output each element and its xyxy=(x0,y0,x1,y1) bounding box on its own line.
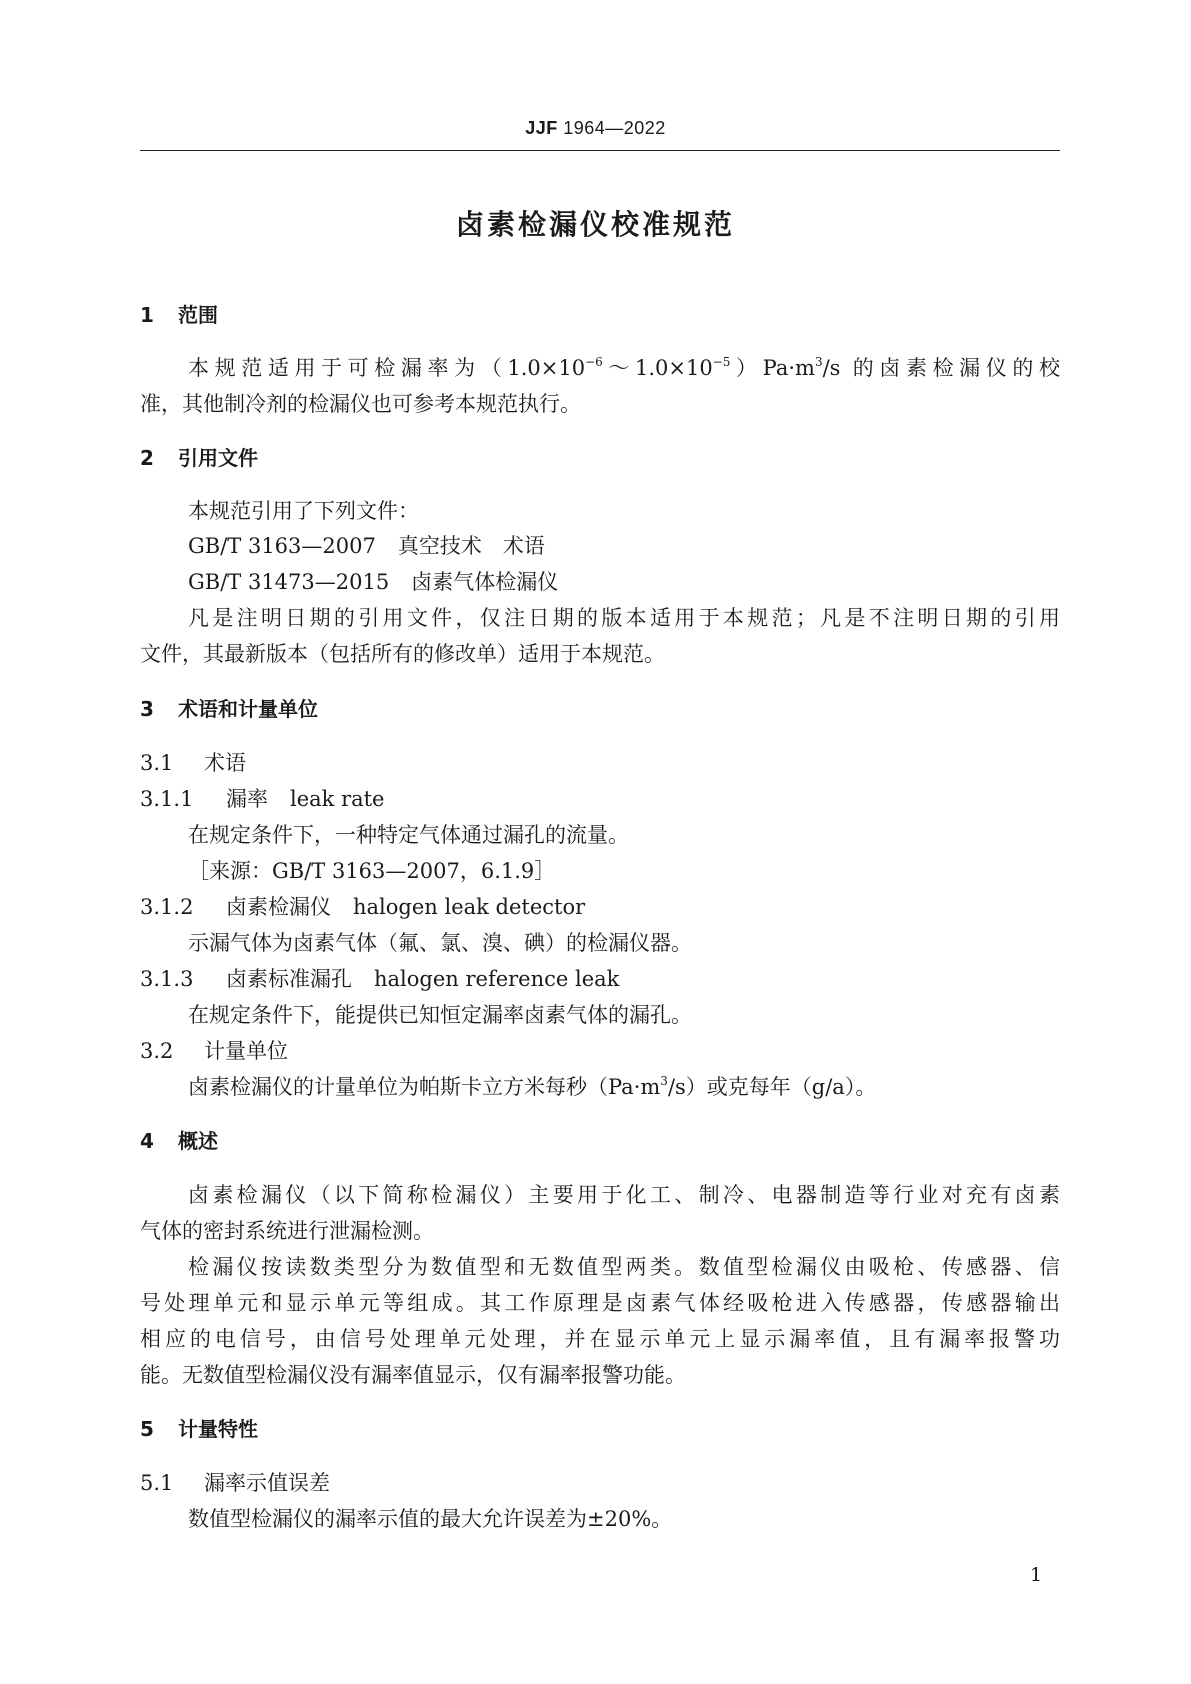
page-number: 1 xyxy=(1030,1564,1043,1586)
section-number: 2 xyxy=(140,446,154,470)
s2-paragraph-line-1: 凡是注明日期的引用文件，仅注日期的版本适用于本规范；凡是不注明日期的引用 xyxy=(188,606,1060,630)
superscript: 3 xyxy=(814,355,823,369)
document-title: 卤素检漏仪校准规范 xyxy=(455,208,735,241)
unit-paragraph xyxy=(188,1072,876,1102)
term-number: 3.1.1 xyxy=(140,787,194,811)
text-span: 本规范适用于可检漏率为（1.0×10 xyxy=(188,356,586,380)
standard-prefix: JJF xyxy=(525,118,558,138)
subsection-3-1-heading xyxy=(140,748,246,778)
s4-paragraph-2-line-1: 检漏仪按读数类型分为数值型和无数值型两类。数值型检漏仪由吸枪、传感器、信 xyxy=(188,1255,1060,1279)
reference-code: GB/T 31473—2015 xyxy=(188,570,390,594)
term-3-1-3-heading xyxy=(140,964,619,994)
text-span: /s）或克每年（g/a）。 xyxy=(667,1075,877,1099)
section-title: 概述 xyxy=(178,1129,218,1153)
term-en: halogen reference leak xyxy=(374,967,620,991)
s5-paragraph: 数值型检漏仪的漏率示值的最大允许误差为±20%。 xyxy=(188,1507,673,1531)
standard-code-header xyxy=(0,118,1191,139)
standard-number: 1964—2022 xyxy=(557,118,666,138)
term-definition: 示漏气体为卤素气体（氟、氯、溴、碘）的检漏仪器。 xyxy=(188,931,692,955)
text-span: 卤素检漏仪的计量单位为帕斯卡立方米每秒（Pa·m xyxy=(188,1075,661,1099)
subsection-title: 漏率示值误差 xyxy=(204,1471,330,1495)
section-title: 计量特性 xyxy=(178,1417,258,1441)
s4-paragraph-1-line-1: 卤素检漏仪（以下简称检漏仪）主要用于化工、制冷、电器制造等行业对充有卤素 xyxy=(188,1183,1060,1207)
term-3-1-1-heading xyxy=(140,784,385,814)
term-zh: 漏率 xyxy=(226,787,268,811)
text-span: ）Pa·m xyxy=(730,356,815,380)
section-5-heading xyxy=(140,1414,258,1444)
term-3-1-2-heading xyxy=(140,892,585,922)
term-zh: 卤素标准漏孔 xyxy=(226,967,352,991)
superscript: 3 xyxy=(660,1074,668,1088)
term-en: halogen leak detector xyxy=(353,895,586,919)
subsection-title: 术语 xyxy=(204,751,246,775)
header-rule xyxy=(140,150,1060,151)
term-definition: 在规定条件下，能提供已知恒定漏率卤素气体的漏孔。 xyxy=(188,1003,692,1027)
reference-item xyxy=(188,567,558,597)
s4-paragraph-2-line-2: 号处理单元和显示单元等组成。其工作原理是卤素气体经吸枪进入传感器，传感器输出 xyxy=(140,1291,1060,1315)
s4-paragraph-2-line-4: 能。无数值型检漏仪没有漏率值显示，仅有漏率报警功能。 xyxy=(140,1363,686,1387)
s2-paragraph-line-2: 文件，其最新版本（包括所有的修改单）适用于本规范。 xyxy=(140,642,665,666)
reference-name: 真空技术 术语 xyxy=(397,534,545,558)
section-title: 术语和计量单位 xyxy=(178,697,318,721)
section-4-heading xyxy=(140,1126,218,1156)
s4-paragraph-1-line-2: 气体的密封系统进行泄漏检测。 xyxy=(140,1219,434,1243)
superscript: −5 xyxy=(712,355,731,369)
section-number: 4 xyxy=(140,1129,154,1153)
s4-paragraph-2-line-3: 相应的电信号，由信号处理单元处理，并在显示单元上显示漏率值，且有漏率报警功 xyxy=(140,1327,1060,1351)
reference-name: 卤素气体检漏仪 xyxy=(411,570,559,594)
section-number: 3 xyxy=(140,697,154,721)
text-span: /s 的卤素检漏仪的校 xyxy=(822,356,1061,380)
reference-item xyxy=(188,531,545,561)
section-2-heading xyxy=(140,443,258,473)
term-number: 3.1.2 xyxy=(140,895,194,919)
section-title: 范围 xyxy=(178,303,218,327)
section-1-heading xyxy=(140,300,218,330)
reference-code: GB/T 3163—2007 xyxy=(188,534,376,558)
s2-intro: 本规范引用了下列文件： xyxy=(188,499,419,523)
term-number: 3.1.3 xyxy=(140,967,194,991)
subsection-3-2-heading xyxy=(140,1036,288,1066)
subsection-number: 5.1 xyxy=(140,1471,174,1495)
section-3-heading xyxy=(140,694,318,724)
superscript: −6 xyxy=(585,355,603,369)
subsection-5-1-heading xyxy=(140,1468,330,1498)
subsection-title: 计量单位 xyxy=(204,1039,288,1063)
term-en: leak rate xyxy=(290,787,385,811)
section-number: 1 xyxy=(140,303,154,327)
subsection-number: 3.2 xyxy=(140,1039,174,1063)
section-title: 引用文件 xyxy=(178,446,258,470)
term-definition: 在规定条件下，一种特定气体通过漏孔的流量。 xyxy=(188,823,629,847)
term-zh: 卤素检漏仪 xyxy=(226,895,331,919)
term-source: ［来源：GB/T 3163—2007，6.1.9］ xyxy=(188,859,556,883)
section-number: 5 xyxy=(140,1417,154,1441)
subsection-number: 3.1 xyxy=(140,751,174,775)
s1-paragraph-line-2: 准，其他制冷剂的检漏仪也可参考本规范执行。 xyxy=(140,392,581,416)
s1-paragraph-line-1 xyxy=(188,353,1060,383)
text-span: ～1.0×10 xyxy=(602,356,713,380)
